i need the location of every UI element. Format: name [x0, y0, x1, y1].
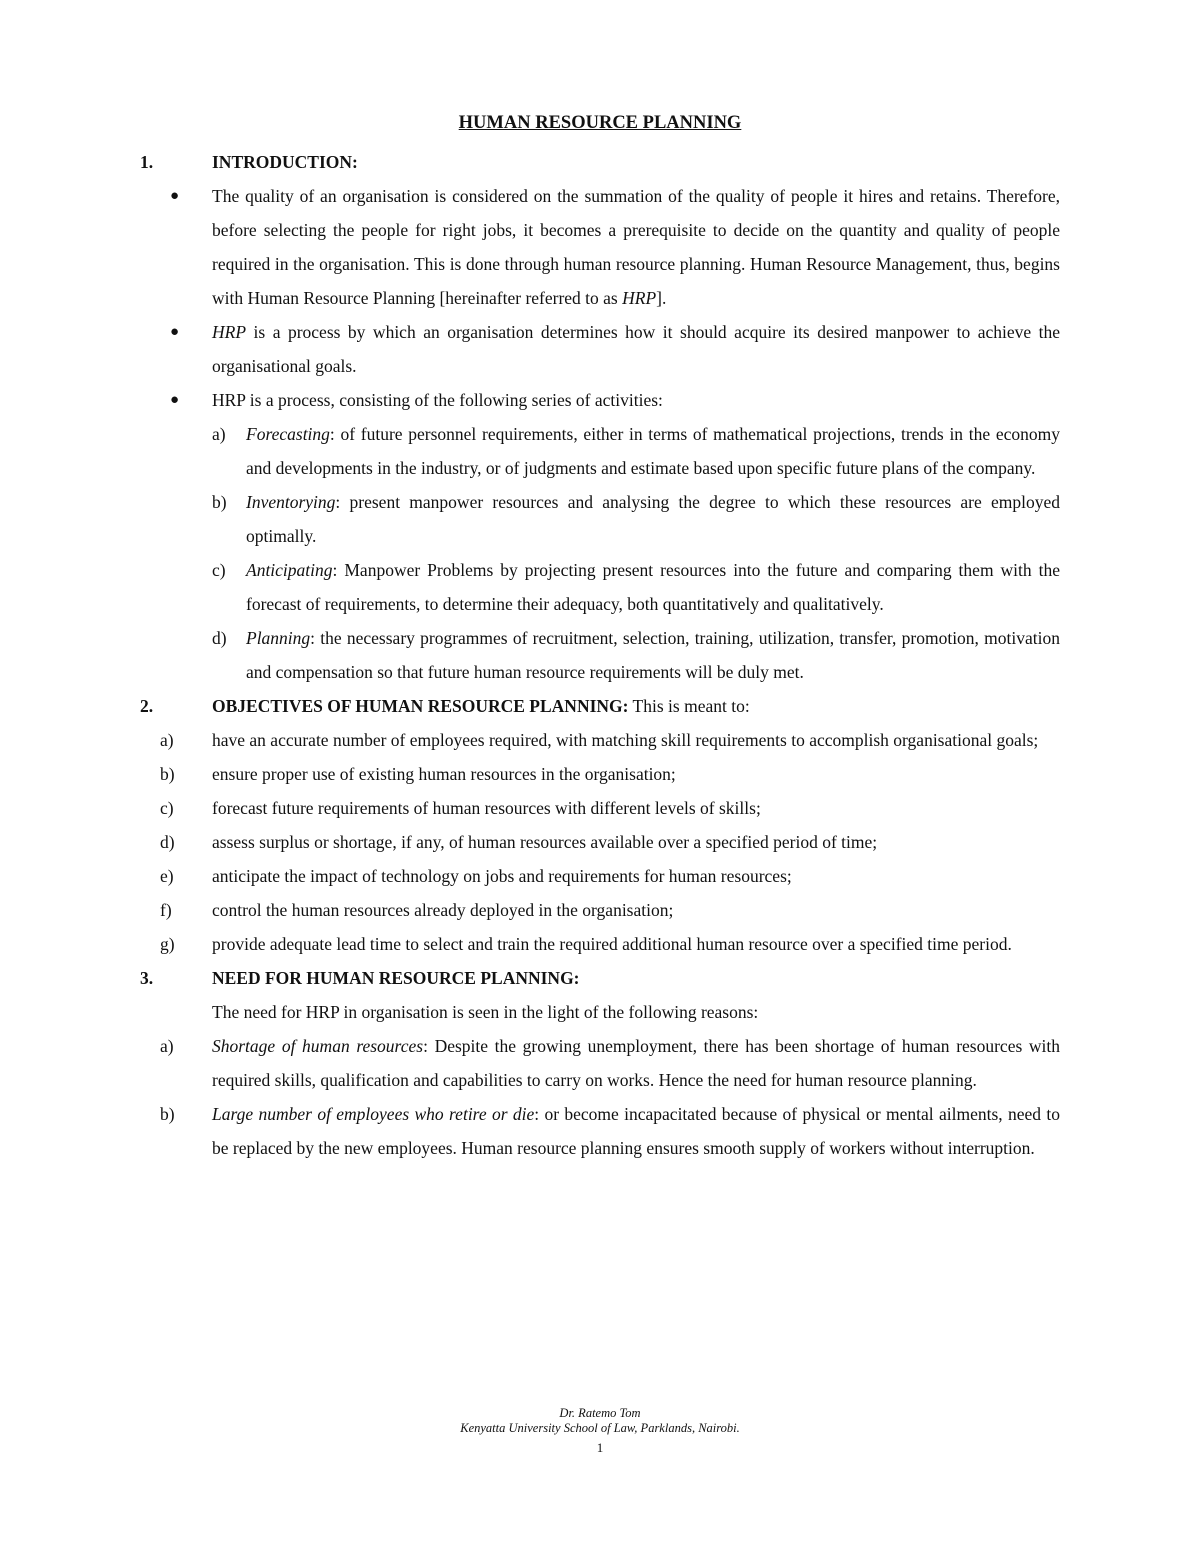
bullet-item: [140, 383, 1060, 417]
list-item: a) Shortage of human resources: Despite the growing unemployment, there has been shortage of human resources with required skills, qualification and capabilities to carry on works. Hence the need for human resource planning.: [160, 1036, 1061, 1090]
footer-author: Dr. Ratemo Tom: [559, 1406, 641, 1420]
bullet-item: [140, 179, 1060, 315]
section-2-heading: 2. OBJECTIVES OF HUMAN RESOURCE PLANNING: This is meant to:: [140, 689, 1060, 723]
section-heading: NEED FOR HUMAN RESOURCE PLANNING:: [212, 968, 580, 988]
list-item: e) anticipate the impact of technology on jobs and requirements for human resources;: [160, 866, 792, 886]
list-item: b) ensure proper use of existing human resources in the organisation;: [160, 764, 676, 784]
paragraph: HRP is a process by which an organisation determines how it should acquire its desired manpower to achieve the organisational goals.: [212, 322, 1060, 376]
bullet-item: [140, 315, 1060, 383]
document-body: [140, 145, 1060, 1165]
list-item: a) Forecasting: of future personnel requirements, either in terms of mathematical projections, trends in the economy and developments in the industry, or of judgments and estimate based upon specific future plans of the company.: [212, 424, 1060, 478]
list-item: b) Inventorying: present manpower resources and analysing the degree to which these resources are employed optimally.: [212, 492, 1060, 546]
list-item: b) Large number of employees who retire or die: or become incapacitated because of physical or mental ailments, need to be replaced by the new employees. Human resource planning ensures smooth supply of workers without interruption.: [160, 1104, 1061, 1158]
section-heading: OBJECTIVES OF HUMAN RESOURCE PLANNING:: [212, 696, 629, 716]
paragraph: The quality of an organisation is considered on the summation of the quality of people it hires and retains. Therefore, before selecting the people for right jobs, it becomes a prerequisite to decide on the quantity and quality of people required in the organisation. This is done through human resource planning. Human Resource Management, thus, begins with Human Resource Planning [hereinafter referred to as HRP].: [212, 186, 1060, 308]
list-item: f) control the human resources already deployed in the organisation;: [160, 900, 674, 920]
footer-institution: Kenyatta University School of Law, Parklands, Nairobi.: [460, 1421, 740, 1435]
bullet-icon: ●: [170, 392, 180, 408]
section-number: 1.: [140, 152, 154, 172]
section-1-heading: [140, 145, 1060, 179]
section-number: 2.: [140, 696, 154, 716]
document-title: HUMAN RESOURCE PLANNING: [458, 113, 742, 133]
paragraph: HRP is a process, consisting of the following series of activities:: [212, 390, 663, 410]
page-footer: [0, 1406, 1200, 1436]
list-item: c) forecast future requirements of human resources with different levels of skills;: [160, 798, 761, 818]
section-3-heading: [140, 961, 1060, 995]
page-number: 1: [596, 1440, 604, 1455]
list-item: d) Planning: the necessary programmes of recruitment, selection, training, utilization, transfer, promotion, motivation and compensation so that future human resource requirements will be duly met.: [212, 628, 1060, 682]
bullet-icon: ●: [170, 324, 180, 340]
list-item: a) have an accurate number of employees required, with matching skill requirements to accomplish organisational goals;: [160, 730, 1039, 750]
paragraph: The need for HRP in organisation is seen in the light of the following reasons:: [212, 1002, 759, 1022]
section-heading: INTRODUCTION:: [212, 152, 358, 172]
bullet-icon: ●: [170, 188, 180, 204]
list-item: c) Anticipating: Manpower Problems by projecting present resources into the future and comparing them with the forecast of requirements, to determine their adequacy, both quantitatively and qualitatively.: [212, 560, 1060, 614]
list-item: g) provide adequate lead time to select and train the required additional human resource over a specified time period.: [160, 934, 1012, 954]
list-item: d) assess surplus or shortage, if any, of human resources available over a specified period of time;: [160, 832, 878, 852]
section-number: 3.: [140, 968, 154, 988]
